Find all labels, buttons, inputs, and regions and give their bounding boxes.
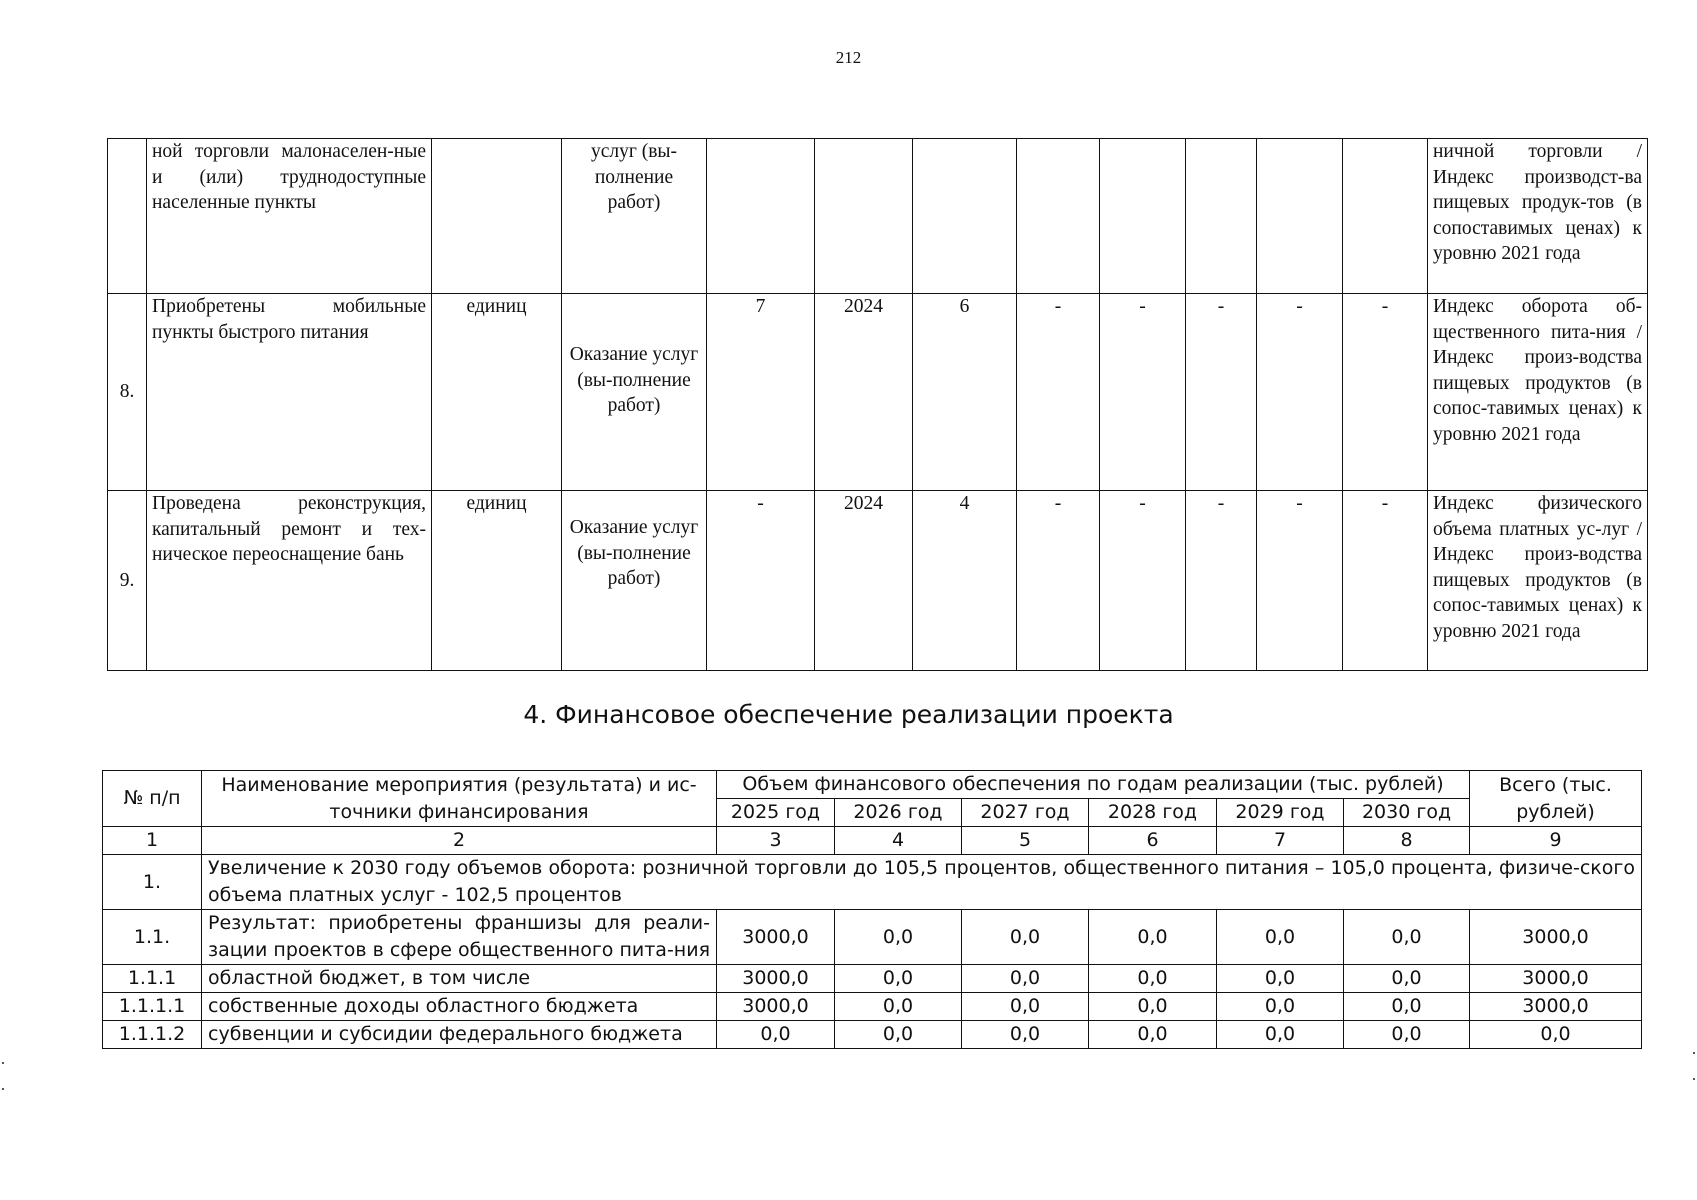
value-cell: -: [1343, 491, 1428, 671]
value-cell: 0,0: [962, 993, 1089, 1021]
table-row: [103, 993, 1642, 1021]
row-num-cell: 9.: [108, 491, 147, 671]
column-number: 9: [1470, 827, 1642, 855]
section-title: 4. Финансовое обеспечение реализации проекта: [523, 700, 1174, 729]
goal-row: [103, 855, 1642, 910]
result-name-cell: ной торговли малонаселен-ные и (или) труднодоступные населенные пункты: [147, 139, 432, 294]
value-cell: 0,0: [1089, 910, 1217, 965]
value-cell: -: [1257, 491, 1343, 671]
value-cell: -: [1100, 491, 1186, 671]
column-number: 4: [835, 827, 962, 855]
value-cell: 0,0: [1217, 993, 1344, 1021]
base-year-cell: 2024: [815, 491, 913, 671]
value-cell: -: [1100, 294, 1186, 491]
column-number: 1: [103, 827, 202, 855]
column-number: 5: [962, 827, 1089, 855]
column-number: 8: [1344, 827, 1470, 855]
result-type-cell: Оказание услуг (вы-полнение работ): [562, 294, 707, 491]
column-numbers-row: [103, 827, 1642, 855]
value-cell: -: [1343, 294, 1428, 491]
value-cell: 3000,0: [717, 910, 835, 965]
value-cell: 3000,0: [717, 993, 835, 1021]
goal-text-cell: Увеличение к 2030 году объемов оборота: розничной торговли до 105,5 процентов, общественного питания – 105,0 процента, физиче-ского объема платных услуг - 102,5 процентов: [202, 855, 1642, 910]
result-type-cell: Оказание услуг (вы-полнение работ): [562, 491, 707, 671]
base-value-cell: 7: [707, 294, 815, 491]
value-cell: 0,0: [1344, 965, 1470, 993]
scan-mark: [1693, 1052, 1695, 1054]
column-number: 7: [1217, 827, 1344, 855]
row-name-cell: субвенции и субсидии федерального бюджета: [202, 1021, 717, 1049]
page-number: 212: [835, 48, 862, 67]
indicator-cell: Индекс оборота об-щественного пита-ния /Индекс произ-водства пищевых продуктов (в сопос-тавимых ценах) к уровню 2021 года: [1428, 294, 1648, 491]
value-cell: 0,0: [835, 910, 962, 965]
table-row: [103, 1021, 1642, 1049]
column-number: 3: [717, 827, 835, 855]
value-cell: 0,0: [1344, 1021, 1470, 1049]
value-cell: 0,0: [1217, 910, 1344, 965]
row-name-cell: собственные доходы областного бюджета: [202, 993, 717, 1021]
base-value-cell: -: [707, 491, 815, 671]
col-header-num: № п/п: [103, 771, 202, 827]
value-cell: 0,0: [1217, 965, 1344, 993]
value-cell: 0,0: [835, 965, 962, 993]
unit-cell: единиц: [432, 491, 562, 671]
row-num-cell: 1.1.: [103, 910, 202, 965]
col-header-year: 2027 год: [962, 799, 1089, 827]
row-num-cell: 1.: [103, 855, 202, 910]
value-cell: 0,0: [1089, 965, 1217, 993]
row-num-cell: 8.: [108, 294, 147, 491]
value-cell: -: [1186, 294, 1257, 491]
table-row: [108, 139, 1648, 294]
value-cell: 0,0: [1344, 993, 1470, 1021]
value-cell: 0,0: [835, 1021, 962, 1049]
financing-table: [102, 770, 1642, 1049]
value-cell: 0,0: [1217, 1021, 1344, 1049]
total-cell: 3000,0: [1470, 993, 1642, 1021]
result-name-cell: Приобретены мобильные пункты быстрого питания: [147, 294, 432, 491]
value-cell: 0,0: [962, 965, 1089, 993]
col-header-year: 2029 год: [1217, 799, 1344, 827]
col-header-volume: Объем финансового обеспечения по годам реализации (тыс. рублей): [717, 771, 1470, 799]
value-cell: 0,0: [962, 1021, 1089, 1049]
row-name-cell: областной бюджет, в том числе: [202, 965, 717, 993]
table-row: [103, 910, 1642, 965]
col-header-total: Всего (тыс. рублей): [1470, 771, 1642, 827]
value-cell: 0,0: [717, 1021, 835, 1049]
row-num-cell: 1.1.1: [103, 965, 202, 993]
base-year-cell: 2024: [815, 294, 913, 491]
results-table: [107, 138, 1648, 671]
row-num-cell: 1.1.1.2: [103, 1021, 202, 1049]
column-number: 2: [202, 827, 717, 855]
row-num-cell: [108, 139, 147, 294]
value-cell: 0,0: [1089, 993, 1217, 1021]
value-cell: 0,0: [835, 993, 962, 1021]
total-cell: 3000,0: [1470, 965, 1642, 993]
col-header-year: 2030 год: [1344, 799, 1470, 827]
value-cell: 3000,0: [717, 965, 835, 993]
col-header-year: 2028 год: [1089, 799, 1217, 827]
value-cell: 0,0: [962, 910, 1089, 965]
header-row: [103, 771, 1642, 799]
total-cell: 3000,0: [1470, 910, 1642, 965]
row-name-cell: Результат: приобретены франшизы для реали-зации проектов в сфере общественного пита-ния: [202, 910, 717, 965]
value-cell: -: [1186, 491, 1257, 671]
indicator-cell: ничной торговли /Индекс производст-ва пищевых продук-тов (в сопоставимых ценах) к уровню 2021 года: [1428, 139, 1648, 294]
unit-cell: единиц: [432, 294, 562, 491]
value-cell: 4: [913, 491, 1017, 671]
value-cell: 0,0: [1344, 910, 1470, 965]
col-header-name: Наименование мероприятия (результата) и ис-точники финансирования: [202, 771, 717, 827]
value-cell: 0,0: [1089, 1021, 1217, 1049]
scan-mark: [1693, 1078, 1695, 1080]
col-header-year: 2026 год: [835, 799, 962, 827]
col-header-year: 2025 год: [717, 799, 835, 827]
value-cell: -: [1257, 294, 1343, 491]
indicator-cell: Индекс физического объема платных ус-луг /Индекс произ-водства пищевых продуктов (в сопос-тавимых ценах) к уровню 2021 года: [1428, 491, 1648, 671]
column-number: 6: [1089, 827, 1217, 855]
value-cell: 6: [913, 294, 1017, 491]
unit-cell: [432, 139, 562, 294]
table-row: [103, 965, 1642, 993]
total-cell: 0,0: [1470, 1021, 1642, 1049]
result-name-cell: Проведена реконструкция, капитальный ремонт и тех-ническое переоснащение бань: [147, 491, 432, 671]
scan-mark: [2, 1088, 4, 1090]
table-row: [108, 294, 1648, 491]
scan-mark: [2, 1062, 4, 1064]
row-num-cell: 1.1.1.1: [103, 993, 202, 1021]
table-row: [108, 491, 1648, 671]
value-cell: -: [1017, 491, 1100, 671]
result-type-cell: услуг (вы-полнение работ): [562, 139, 707, 294]
value-cell: -: [1017, 294, 1100, 491]
